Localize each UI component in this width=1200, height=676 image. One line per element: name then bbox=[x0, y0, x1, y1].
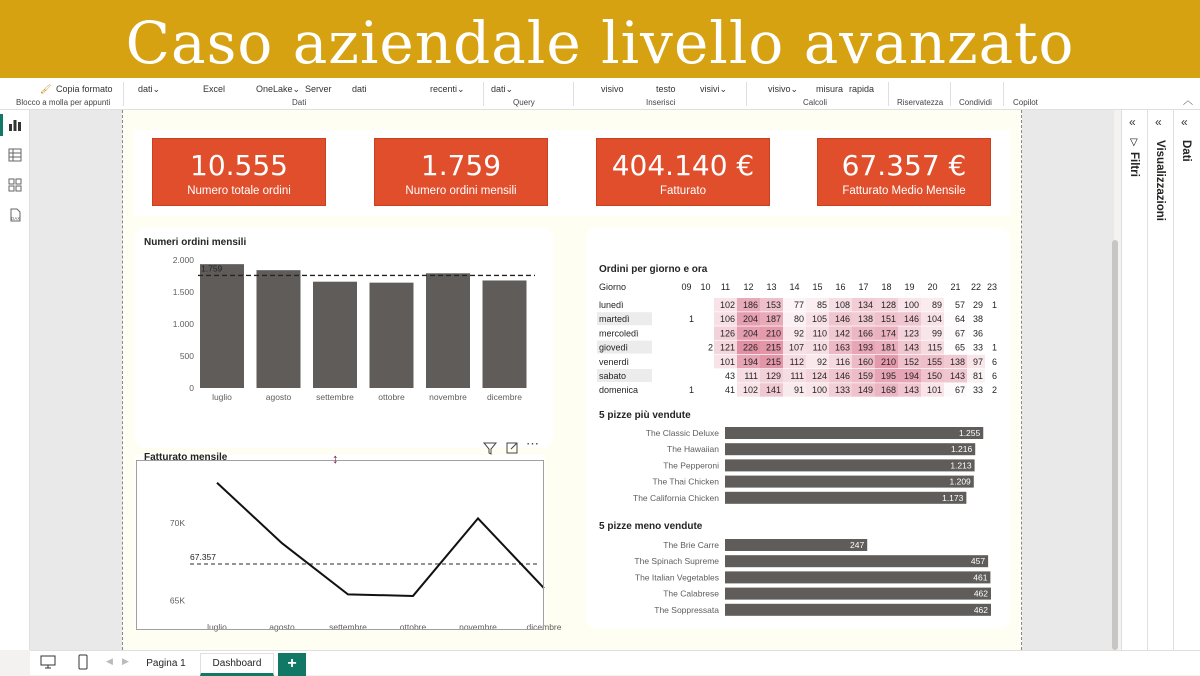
bar bbox=[725, 476, 974, 488]
heatmap-row-label: venerdì bbox=[599, 356, 630, 367]
more-options-icon[interactable]: ⋯ bbox=[526, 436, 539, 451]
heatmap-cell-value: 1 bbox=[991, 342, 997, 353]
kpi-label: Fatturato Medio Mensile bbox=[842, 185, 966, 197]
bar bbox=[426, 273, 470, 388]
heatmap-cell-value: 91 bbox=[793, 385, 804, 396]
bar bbox=[200, 264, 244, 388]
banner-title: Caso aziendale livello avanzato bbox=[125, 8, 1075, 77]
heatmap-cell-value: 195 bbox=[880, 371, 896, 381]
heatmap-column-header: 21 bbox=[950, 282, 961, 292]
heatmap-cell-value: 85 bbox=[816, 300, 827, 310]
heatmap-cell-value: 97 bbox=[972, 356, 983, 367]
heatmap-cell-value: 143 bbox=[949, 371, 965, 381]
heatmap-cell-value: 123 bbox=[903, 328, 919, 339]
top5-title: 5 pizze più vendute bbox=[599, 410, 691, 421]
active-indicator bbox=[0, 114, 3, 136]
ribbon-quick-measure[interactable]: rapida bbox=[849, 84, 875, 94]
x-tick-label: novembre bbox=[459, 622, 497, 632]
bar-category-label: The California Chicken bbox=[633, 492, 719, 503]
paintbrush-icon: 🖌 bbox=[40, 84, 52, 94]
heatmap-cell-value: 106 bbox=[719, 314, 735, 325]
heatmap-matrix[interactable] bbox=[595, 278, 998, 403]
heatmap-cell-value: 102 bbox=[742, 385, 758, 396]
heatmap-row-label: giovedì bbox=[599, 342, 629, 353]
bar-chart bbox=[135, 250, 553, 435]
next-page-icon[interactable]: ▶ bbox=[122, 656, 129, 666]
heatmap-cell-value: 194 bbox=[742, 356, 758, 367]
heatmap-cell-value: 149 bbox=[857, 385, 873, 396]
heatmap-cell-value: 1 bbox=[688, 385, 694, 396]
heatmap-cell-value: 133 bbox=[834, 385, 850, 396]
title-banner bbox=[0, 0, 1200, 85]
heatmap-cell-value: 134 bbox=[857, 300, 873, 310]
heatmap-row-label: martedì bbox=[599, 314, 630, 325]
bar-data-label: 1.213 bbox=[950, 460, 972, 471]
y-tick-label: 2.000 bbox=[172, 255, 194, 265]
heatmap-cell-value: 150 bbox=[926, 371, 942, 381]
group-share: Condividi bbox=[959, 98, 992, 107]
heatmap-cell-value: 108 bbox=[834, 300, 850, 310]
heatmap-column-header: 14 bbox=[789, 282, 800, 292]
bar-category-label: The Hawaiian bbox=[667, 444, 719, 455]
heatmap-column-header: 13 bbox=[766, 282, 777, 292]
heatmap-cell-value: 115 bbox=[927, 342, 942, 353]
bar-chart-title: Numeri ordini mensili bbox=[144, 237, 247, 248]
bar-category-label: The Soppressata bbox=[654, 604, 719, 615]
bar bbox=[370, 283, 414, 388]
bar-data-label: 1.173 bbox=[942, 492, 964, 503]
heatmap-cell-value: 129 bbox=[765, 371, 781, 381]
heatmap-column-header: 18 bbox=[881, 282, 892, 292]
divider bbox=[950, 82, 951, 106]
heatmap-cell-value: 81 bbox=[972, 371, 983, 381]
heatmap-cell-value: 41 bbox=[724, 385, 735, 396]
group-copilot: Copilot bbox=[1013, 98, 1038, 107]
bar-category-label: The Pepperoni bbox=[663, 460, 719, 471]
heatmap-cell-value: 29 bbox=[972, 300, 983, 310]
y-tick-label: 65K bbox=[169, 595, 185, 606]
heatmap-cell-value: 111 bbox=[790, 371, 804, 381]
heatmap-cell-value: 110 bbox=[812, 328, 827, 339]
heatmap-cell-value: 152 bbox=[903, 356, 919, 367]
x-tick-label: ottobre bbox=[378, 392, 405, 402]
average-label: 67.357 bbox=[190, 552, 216, 563]
x-tick-label: novembre bbox=[429, 392, 467, 402]
bar-category-label: The Italian Vegetables bbox=[634, 572, 719, 583]
heatmap-column-header: 10 bbox=[700, 282, 711, 292]
heatmap-column-header: 12 bbox=[743, 282, 754, 292]
heatmap-cell-value: 121 bbox=[719, 342, 735, 353]
bar bbox=[725, 571, 990, 583]
divider bbox=[483, 82, 484, 106]
focus-mode-icon[interactable] bbox=[505, 441, 519, 455]
visualizations-label: Visualizzazioni bbox=[1154, 140, 1166, 221]
heatmap-column-header: 19 bbox=[904, 282, 915, 292]
heatmap-cell-value: 146 bbox=[834, 314, 850, 325]
divider bbox=[746, 82, 747, 106]
heatmap-cell-value: 210 bbox=[765, 328, 781, 339]
x-tick-label: dicembre bbox=[487, 392, 522, 402]
heatmap-cell-value: 80 bbox=[793, 314, 804, 325]
desktop-layout-icon[interactable] bbox=[40, 655, 56, 669]
mobile-layout-icon[interactable] bbox=[78, 654, 88, 670]
kpi-label: Numero totale ordini bbox=[187, 185, 291, 197]
bar bbox=[725, 539, 867, 551]
bar bbox=[725, 588, 991, 600]
heatmap-cell-value: 146 bbox=[903, 314, 919, 325]
heatmap-cell-value: 77 bbox=[793, 300, 804, 310]
heatmap-cell-value: 67 bbox=[954, 328, 965, 339]
data-pane[interactable] bbox=[1173, 110, 1200, 650]
heatmap-cell-value: 163 bbox=[834, 342, 850, 353]
divider bbox=[573, 82, 574, 106]
bar-category-label: The Thai Chicken bbox=[652, 476, 719, 487]
bar bbox=[725, 604, 991, 616]
filter-icon[interactable] bbox=[483, 441, 497, 455]
heatmap-cell-value: 67 bbox=[954, 385, 965, 396]
resize-handle-icon[interactable]: ↕ bbox=[332, 451, 339, 466]
ribbon-transform-data[interactable]: dati⌄ bbox=[491, 84, 514, 94]
ribbon-get-data[interactable]: dati⌄ bbox=[138, 84, 161, 94]
bar bbox=[725, 427, 983, 439]
bar bbox=[725, 459, 975, 471]
bar bbox=[257, 270, 301, 388]
group-clipboard: Blocco a molla per appunti bbox=[16, 98, 111, 107]
heatmap-cell-value: 116 bbox=[835, 356, 850, 367]
dax-query-icon[interactable] bbox=[8, 208, 22, 222]
heatmap-cell-value: 100 bbox=[811, 385, 827, 396]
bar-data-label: 457 bbox=[970, 556, 986, 567]
heatmap-cell-value: 166 bbox=[857, 328, 873, 339]
heatmap-cell-value: 89 bbox=[931, 300, 942, 310]
ribbon-excel[interactable]: Excel bbox=[203, 84, 226, 94]
group-query: Query bbox=[513, 98, 535, 107]
tab-pagina-1[interactable]: Pagina 1 bbox=[146, 658, 186, 669]
x-tick-label: luglio bbox=[207, 622, 227, 632]
y-tick-label: 70K bbox=[169, 518, 185, 529]
heatmap-cell-value: 194 bbox=[903, 371, 919, 381]
prev-page-icon[interactable]: ◀ bbox=[106, 656, 113, 666]
bar-category-label: The Brie Carre bbox=[663, 540, 719, 550]
kpi-card-total-orders[interactable] bbox=[152, 138, 326, 206]
bottom5-bar-chart[interactable] bbox=[595, 535, 988, 625]
canvas-scrollbar[interactable] bbox=[1112, 240, 1118, 650]
ribbon-more-visuals[interactable]: visivi⌄ bbox=[700, 84, 728, 94]
page-boundary bbox=[1021, 110, 1022, 650]
heatmap-column-header: 22 bbox=[970, 282, 982, 292]
data-label: Dati bbox=[1180, 140, 1192, 162]
heatmap-cell-value: 6 bbox=[991, 356, 997, 367]
ribbon-copy-format[interactable]: Copia formato bbox=[56, 84, 113, 94]
divider bbox=[1003, 82, 1004, 106]
heatmap-cell-value: 101 bbox=[719, 356, 735, 367]
heatmap-cell-value: 141 bbox=[765, 385, 781, 396]
page-boundary bbox=[122, 110, 123, 650]
heatmap-cell-value: 33 bbox=[972, 385, 983, 396]
heatmap-cell-value: 215 bbox=[765, 342, 781, 353]
y-tick-label: 1.500 bbox=[172, 287, 194, 297]
top5-bar-chart[interactable] bbox=[595, 423, 985, 513]
x-tick-label: settembre bbox=[329, 622, 367, 632]
heatmap-cell-value: 105 bbox=[811, 314, 827, 325]
heatmap-column-header: 23 bbox=[986, 282, 998, 292]
x-tick-label: agosto bbox=[269, 622, 295, 632]
heatmap-row-label: lunedì bbox=[599, 300, 624, 310]
heatmap-title: Ordini per giorno e ora bbox=[599, 264, 708, 275]
heatmap-cell-value: 104 bbox=[926, 314, 942, 325]
heatmap-cell-value: 102 bbox=[719, 300, 735, 310]
heatmap-cell-value: 187 bbox=[765, 314, 781, 325]
ribbon-enter-data[interactable]: dati bbox=[352, 84, 367, 94]
kpi-label: Numero ordini mensili bbox=[405, 185, 517, 197]
group-data: Dati bbox=[292, 98, 307, 107]
heatmap-cell-value: 38 bbox=[972, 314, 983, 325]
group-insert: Inserisci bbox=[646, 98, 676, 107]
model-view-icon[interactable] bbox=[8, 178, 22, 192]
heatmap-cell-value: 128 bbox=[880, 300, 896, 310]
heatmap-cell-value: 124 bbox=[811, 371, 827, 381]
heatmap-column-header: 11 bbox=[720, 282, 731, 292]
heatmap-cell-value: 6 bbox=[991, 371, 997, 381]
add-page-button[interactable]: + bbox=[278, 653, 306, 676]
bar bbox=[725, 555, 988, 567]
ribbon-text-box[interactable]: testo bbox=[656, 84, 676, 94]
svg-text:DAX: DAX bbox=[11, 216, 21, 221]
heatmap-cell-value: 92 bbox=[793, 328, 804, 339]
left-view-rail bbox=[0, 110, 30, 650]
kpi-card-revenue[interactable] bbox=[596, 138, 770, 206]
heatmap-cell-value: 138 bbox=[857, 314, 873, 325]
x-tick-label: agosto bbox=[265, 392, 292, 402]
heatmap-cell-value: 146 bbox=[834, 371, 850, 381]
heatmap-cell-value: 1 bbox=[688, 314, 694, 325]
kpi-label: Fatturato bbox=[659, 185, 707, 197]
bar-data-label: 1.209 bbox=[949, 476, 971, 487]
heatmap-cell-value: 110 bbox=[812, 342, 827, 353]
heatmap-cell-value: 64 bbox=[954, 314, 965, 325]
heatmap-cell-value: 181 bbox=[880, 342, 896, 353]
heatmap-cell-value: 142 bbox=[834, 328, 850, 339]
table-view-icon[interactable] bbox=[8, 148, 22, 162]
bar-data-label: 1.255 bbox=[958, 428, 981, 438]
heatmap-row-header: Giorno bbox=[599, 282, 627, 292]
bar-data-label: 462 bbox=[973, 604, 988, 615]
kpi-value: 1.759 bbox=[420, 149, 502, 182]
heatmap-cell-value: 143 bbox=[903, 342, 919, 353]
heatmap-column-header: 16 bbox=[835, 282, 846, 292]
ribbon-onelake[interactable]: OneLake⌄ bbox=[256, 84, 301, 94]
bar bbox=[483, 280, 527, 388]
bar-data-label: 247 bbox=[850, 540, 865, 550]
heatmap-cell-value: 204 bbox=[742, 314, 758, 325]
group-calculations: Calcoli bbox=[803, 98, 828, 107]
bar-category-label: The Calabrese bbox=[663, 588, 719, 599]
divider bbox=[888, 82, 889, 106]
kpi-value: 67.357 € bbox=[841, 149, 967, 182]
bottom5-title: 5 pizze meno vendute bbox=[599, 521, 703, 532]
heatmap-cell-value: 153 bbox=[765, 300, 781, 310]
heatmap-cell-value: 138 bbox=[949, 356, 965, 367]
heatmap-row-label: mercoledì bbox=[599, 328, 639, 339]
heatmap-cell-value: 204 bbox=[742, 328, 758, 339]
report-view-icon[interactable] bbox=[8, 118, 22, 132]
chevron-left-icon[interactable]: « bbox=[1181, 115, 1188, 129]
heatmap-cell-value: 186 bbox=[742, 300, 758, 310]
bar-data-label: 1.216 bbox=[950, 444, 973, 455]
heatmap-cell-value: 100 bbox=[903, 300, 919, 310]
x-tick-label: settembre bbox=[316, 392, 354, 402]
kpi-value: 10.555 bbox=[190, 149, 288, 182]
ribbon-new-measure[interactable]: misura bbox=[816, 84, 844, 94]
bar-data-label: 461 bbox=[973, 572, 988, 583]
ribbon-recent-sources[interactable]: recenti⌄ bbox=[430, 84, 465, 94]
heatmap-cell-value: 43 bbox=[724, 371, 735, 381]
heatmap-cell-value: 193 bbox=[857, 342, 873, 353]
chevron-up-icon[interactable]: ︿ bbox=[1183, 96, 1193, 107]
ribbon-new-visual[interactable]: visivo bbox=[601, 84, 624, 94]
average-label: 1.759 bbox=[201, 263, 223, 274]
kpi-card-monthly-orders[interactable] bbox=[374, 138, 548, 206]
heatmap-row-label: domenica bbox=[599, 385, 639, 396]
bar-category-label: The Spinach Supreme bbox=[634, 556, 719, 567]
heatmap-cell-value: 112 bbox=[789, 356, 804, 367]
bar bbox=[313, 282, 357, 388]
kpi-card-avg-monthly-revenue[interactable] bbox=[817, 138, 991, 206]
x-tick-label: dicembre bbox=[526, 622, 562, 632]
heatmap-column-header: 09 bbox=[681, 282, 692, 292]
heatmap-cell-value: 1 bbox=[991, 300, 997, 310]
bar bbox=[725, 492, 966, 504]
y-tick-label: 1.000 bbox=[172, 319, 194, 329]
chevron-left-icon[interactable]: « bbox=[1155, 115, 1162, 129]
page-tabs-bar bbox=[30, 650, 1200, 675]
ribbon-new-visual-calc[interactable]: visivo⌄ bbox=[768, 84, 799, 94]
heatmap-column-header: 15 bbox=[812, 282, 823, 292]
heatmap-column-header: 17 bbox=[858, 282, 869, 292]
y-tick-label: 500 bbox=[179, 351, 194, 361]
heatmap-cell-value: 92 bbox=[816, 356, 827, 367]
x-tick-label: luglio bbox=[212, 392, 232, 402]
x-tick-label: ottobre bbox=[399, 622, 427, 632]
report-canvas bbox=[30, 110, 1114, 650]
heatmap-row-label: sabato bbox=[599, 371, 627, 381]
heatmap-cell-value: 2 bbox=[707, 342, 713, 353]
heatmap-cell-value: 111 bbox=[744, 371, 758, 381]
heatmap-cell-value: 159 bbox=[857, 371, 873, 381]
visualizations-pane[interactable] bbox=[1147, 110, 1173, 650]
kpi-value: 404.140 € bbox=[611, 149, 755, 182]
heatmap-cell-value: 65 bbox=[954, 342, 965, 353]
chevron-left-icon[interactable]: « bbox=[1129, 115, 1136, 129]
heatmap-cell-value: 36 bbox=[972, 328, 983, 339]
bar bbox=[725, 443, 975, 455]
heatmap-cell-value: 151 bbox=[880, 314, 896, 325]
heatmap-cell-value: 126 bbox=[719, 328, 735, 339]
bar-data-label: 462 bbox=[973, 588, 988, 599]
heatmap-cell-value: 174 bbox=[880, 328, 896, 339]
line-chart-title: Fatturato mensile bbox=[144, 452, 228, 463]
heatmap-cell-value: 226 bbox=[742, 342, 758, 353]
heatmap-cell-value: 215 bbox=[765, 356, 781, 367]
ribbon-sql-server[interactable]: Server bbox=[305, 84, 332, 94]
heatmap-cell-value: 160 bbox=[857, 356, 873, 367]
ribbon bbox=[0, 78, 1200, 110]
heatmap-cell-value: 101 bbox=[926, 385, 942, 396]
filters-pane[interactable] bbox=[1121, 110, 1147, 650]
filters-label: Filtri bbox=[1128, 152, 1140, 177]
heatmap-cell-value: 33 bbox=[972, 342, 983, 353]
selection-frame[interactable] bbox=[136, 460, 544, 630]
group-sensitivity: Riservatezza bbox=[897, 98, 944, 107]
divider bbox=[123, 82, 124, 106]
heatmap-cell-value: 210 bbox=[880, 356, 896, 367]
heatmap-cell-value: 57 bbox=[954, 300, 965, 310]
filter-icon: ▽ bbox=[1130, 137, 1138, 148]
heatmap-cell-value: 143 bbox=[903, 385, 919, 396]
tab-dashboard[interactable]: Dashboard bbox=[200, 653, 274, 676]
heatmap-cell-value: 99 bbox=[931, 328, 942, 339]
heatmap-cell-value: 2 bbox=[991, 385, 997, 396]
heatmap-cell-value: 155 bbox=[926, 356, 942, 367]
heatmap-cell-value: 168 bbox=[880, 385, 896, 396]
bar-category-label: The Classic Deluxe bbox=[645, 428, 719, 438]
heatmap-cell-value: 107 bbox=[788, 342, 804, 353]
y-tick-label: 0 bbox=[189, 383, 194, 393]
heatmap-column-header: 20 bbox=[927, 282, 938, 292]
